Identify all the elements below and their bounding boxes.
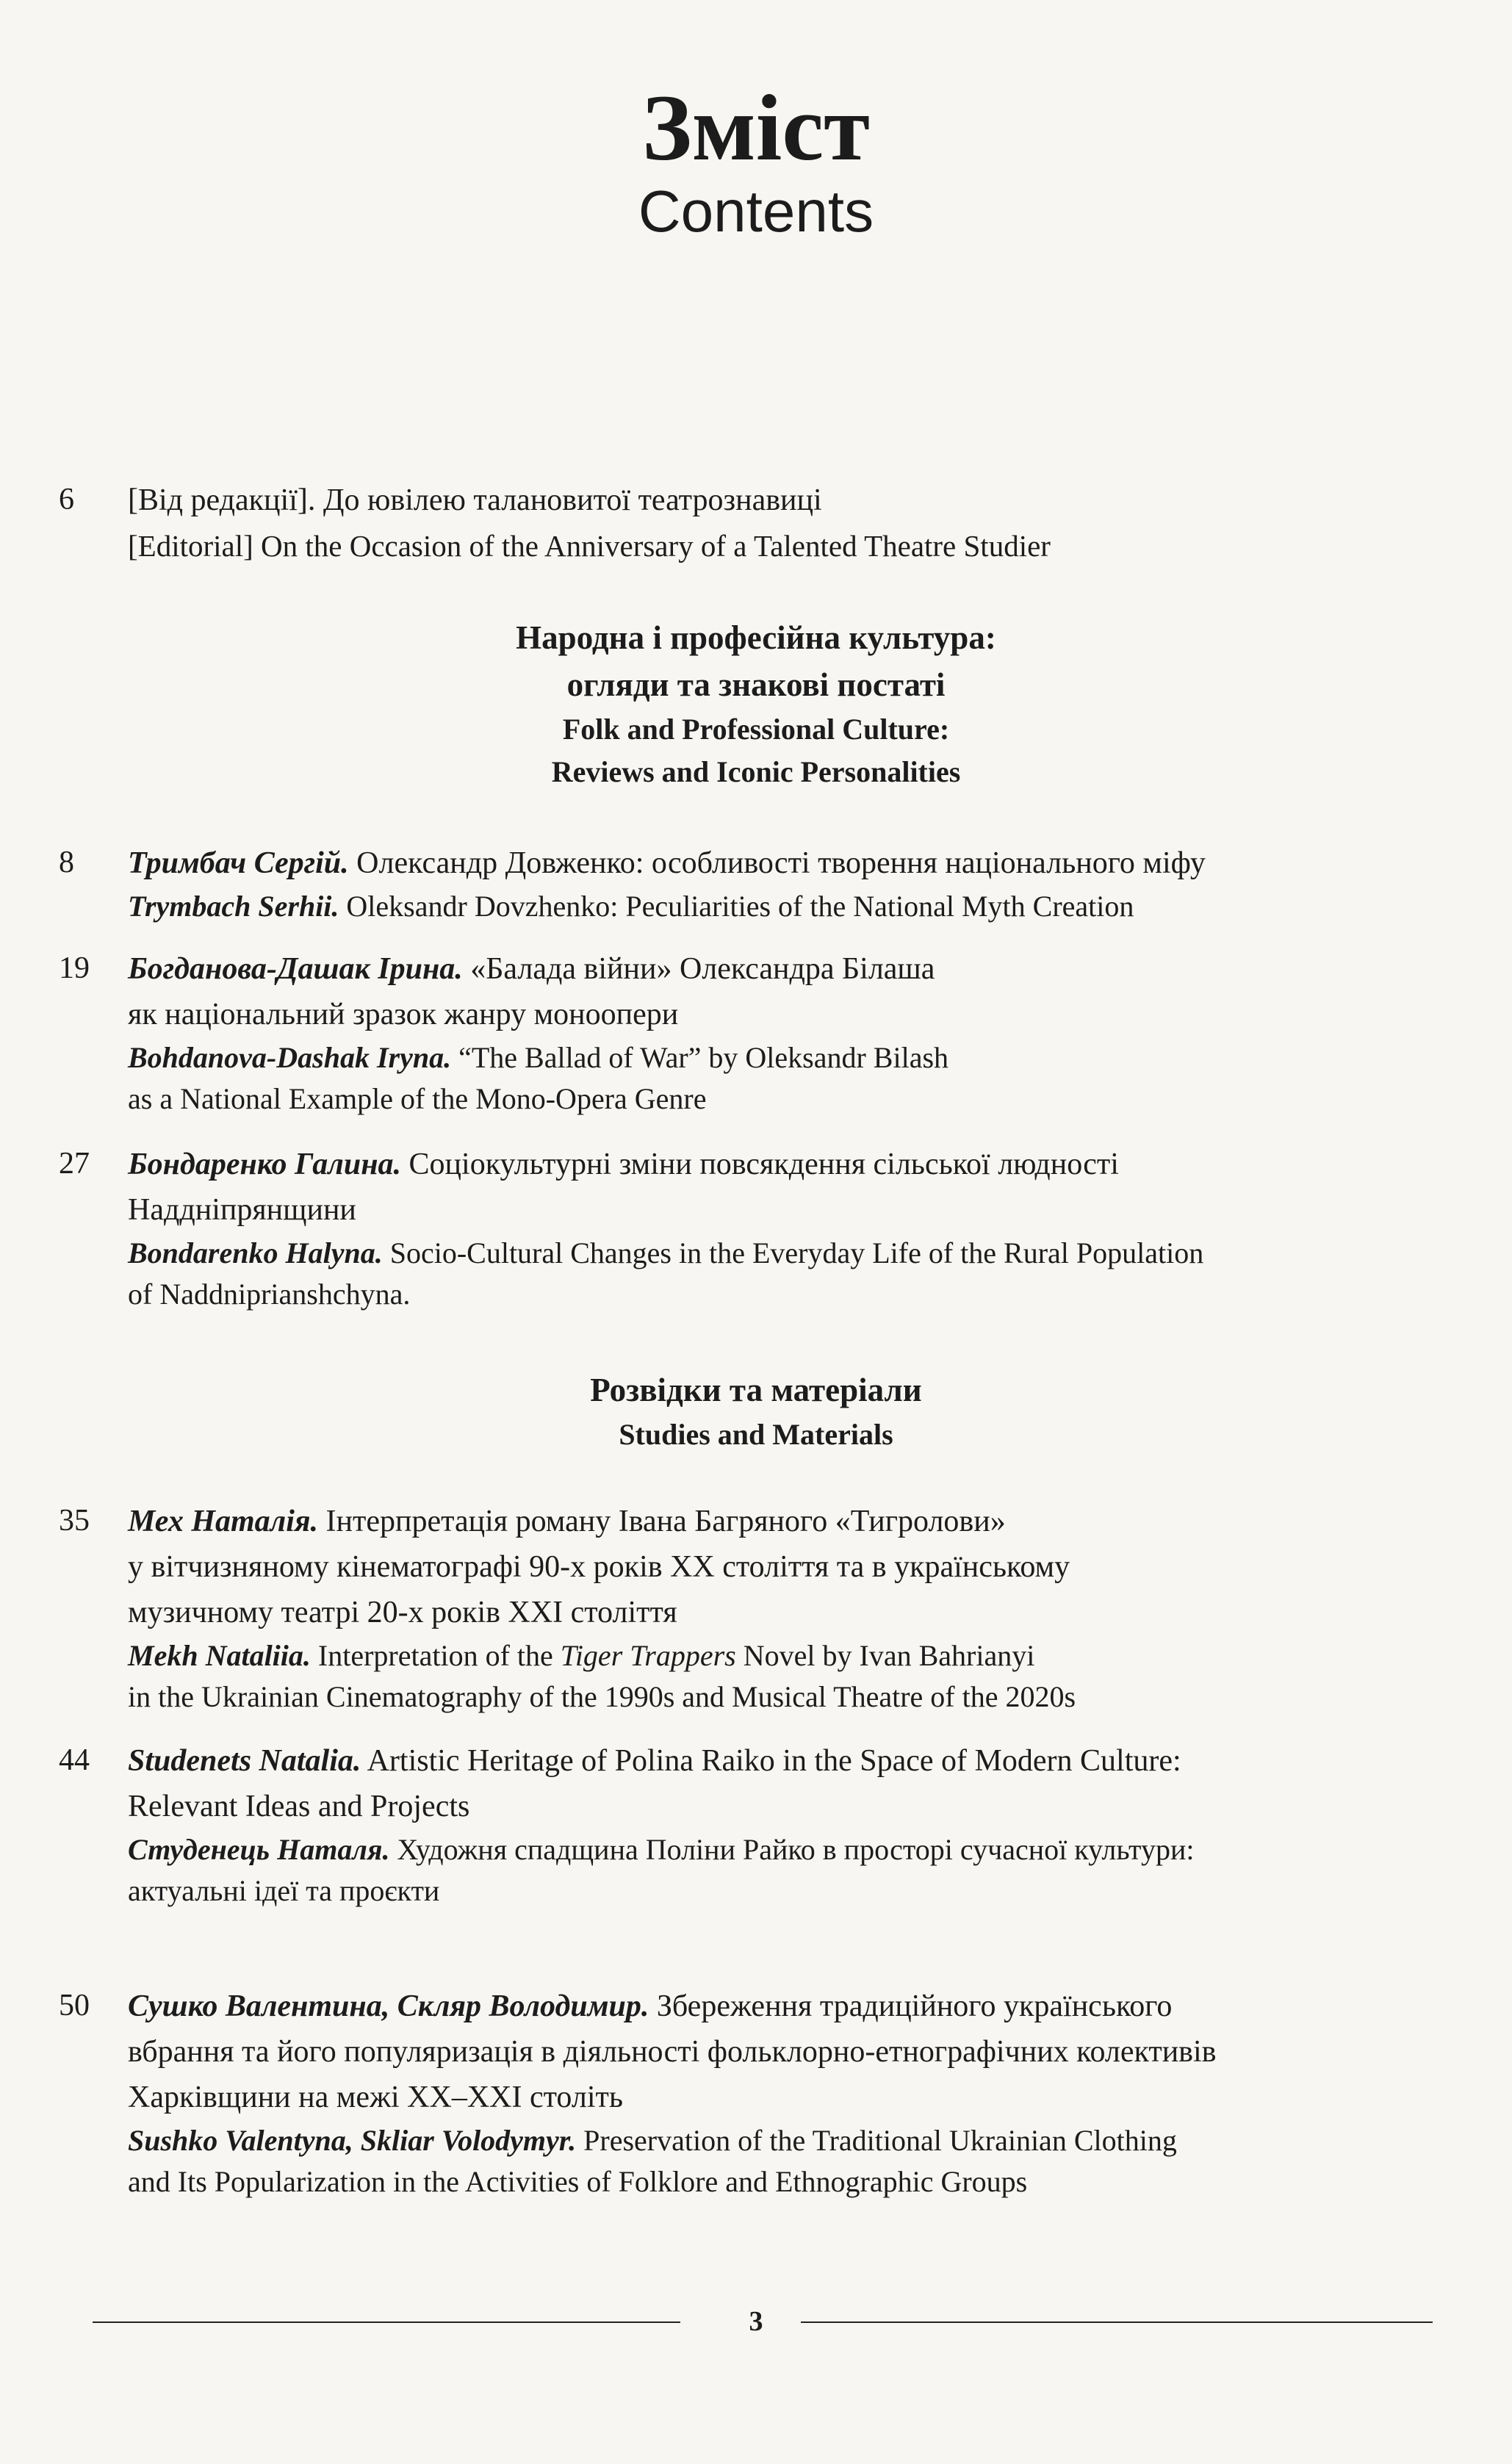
entry-title-en-cont: of Naddniprianshchyna. [128, 1278, 411, 1311]
author-uk: Богданова-Дашак Ірина. [128, 952, 463, 986]
toc-entry [59, 1738, 1455, 1912]
entry-title-en-cont: and Its Popularization in the Activities of Folklore and Ethnographic Groups [128, 2165, 1028, 2198]
entry-title-en: Oleksandr Dovzhenko: Peculiarities of the National Myth Creation [346, 890, 1134, 923]
section-title-uk: Розвідки та матеріали [590, 1372, 922, 1408]
entry-title-en: Preservation of the Traditional Ukrainian Clothing [583, 2124, 1177, 2157]
entry-title-main: Artistic Heritage of Polina Raiko in the Space of Modern Culture: [367, 1744, 1181, 1778]
entry-title-uk-cont: музичному театрі 20-х років ХХІ століття [128, 1596, 677, 1629]
page-ref: 35 [59, 1504, 90, 1538]
entry-title-en: Socio-Cultural Changes in the Everyday Life of the Rural Population [389, 1236, 1204, 1269]
author-sub: Студенець Наталя. [128, 1833, 390, 1866]
author-uk: Сушко Валентина, Скляр Володимир. [128, 1989, 649, 2023]
author-en: Sushko Valentyna, Skliar Volodymyr. [128, 2124, 577, 2157]
entry-title-main-cont: Relevant Ideas and Projects [128, 1790, 470, 1823]
author-en: Bondarenko Halyna. [128, 1236, 383, 1269]
entry-title-uk: Соціокультурні зміни повсякдення сільської людності [408, 1148, 1119, 1181]
author-uk: Бондаренко Галина. [128, 1148, 402, 1181]
page-ref: 19 [59, 951, 90, 985]
page-title-en: Contents [638, 179, 874, 244]
author-main: Studenets Natalia. [128, 1744, 361, 1778]
section-title-uk-line2: огляди та знакові постаті [566, 666, 946, 703]
author-en: Mekh Nataliia. [128, 1639, 311, 1672]
author-uk: Тримбач Сергій. [128, 846, 349, 880]
entry-title-uk-cont: у вітчизняному кінематографі 90-х років ХХ століття та в українському [128, 1550, 1070, 1584]
entry-title-en: Novel by Ivan Bahrianyi [743, 1639, 1035, 1672]
section-heading-folk-culture [0, 614, 1512, 793]
page-ref: 8 [59, 846, 74, 879]
footer-rule-right [801, 2321, 1433, 2323]
entry-title-sub: Художня спадщина Поліни Райко в просторі сучасної культури: [397, 1833, 1195, 1866]
entry-title-uk: Збереження традиційного українського [656, 1989, 1173, 2023]
entry-title-en: “The Ballad of War” by Oleksandr Bilash [458, 1041, 949, 1074]
entry-title-uk-cont: Наддніпрянщини [128, 1193, 356, 1227]
toc-entry [59, 946, 1455, 1120]
entry-title-en: Interpretation of the [317, 1639, 553, 1672]
section-heading-studies [0, 1366, 1512, 1456]
entry-title-sub-cont: актуальні ідеї та проєкти [128, 1874, 440, 1907]
section-title-en: Studies and Materials [619, 1418, 893, 1451]
toc-entry [59, 840, 1455, 927]
entry-title-uk-cont: вбрання та його популяризація в діяльності фольклорно-етнографічних колективів [128, 2035, 1217, 2069]
entry-title-en-cont: as a National Example of the Mono-Opera Genre [128, 1082, 707, 1115]
author-uk: Мех Наталія. [128, 1505, 319, 1538]
entry-title-en: [Editorial] On the Occasion of the Anniversary of a Talented Theatre Studier [128, 529, 1051, 563]
section-title-en-line1: Folk and Professional Culture: [562, 713, 950, 746]
section-title-en-line2: Reviews and Iconic Personalities [551, 755, 961, 788]
entry-title-uk-cont: Харківщини на межі ХХ–ХХІ століть [128, 2081, 624, 2114]
toc-entry-editorial [59, 478, 1455, 569]
toc-entry [59, 1142, 1455, 1315]
entry-title-en-cont: in the Ukrainian Cinematography of the 1990s and Musical Theatre of the 2020s [128, 1680, 1076, 1713]
toc-entry [59, 1499, 1455, 1718]
toc-entry [59, 1984, 1455, 2202]
page-ref: 50 [59, 1989, 90, 2022]
author-en: Trymbach Serhii. [128, 890, 339, 923]
page-title-uk: Зміст [642, 76, 870, 180]
page-ref: 44 [59, 1743, 90, 1777]
page-ref: 27 [59, 1147, 90, 1181]
entry-title-uk: Інтерпретація роману Івана Багряного «Тигролови» [325, 1505, 1006, 1538]
author-en: Bohdanova-Dashak Iryna. [128, 1041, 452, 1074]
entry-title-uk: Олександр Довженко: особливості творення національного міфу [356, 846, 1206, 880]
entry-title-en-italic: Tiger Trappers [560, 1639, 736, 1672]
entry-title-uk-cont: як національний зразок жанру монoопери [128, 998, 679, 1031]
entry-title-uk: «Балада війни» Олександра Білаша [470, 952, 935, 986]
page-ref: 6 [59, 483, 74, 516]
entry-title-uk: [Від редакції]. До ювілею талановитої театрознавиці [128, 483, 822, 517]
section-title-uk-line1: Народна і професійна культура: [516, 619, 996, 656]
page-number: 3 [749, 2306, 763, 2337]
